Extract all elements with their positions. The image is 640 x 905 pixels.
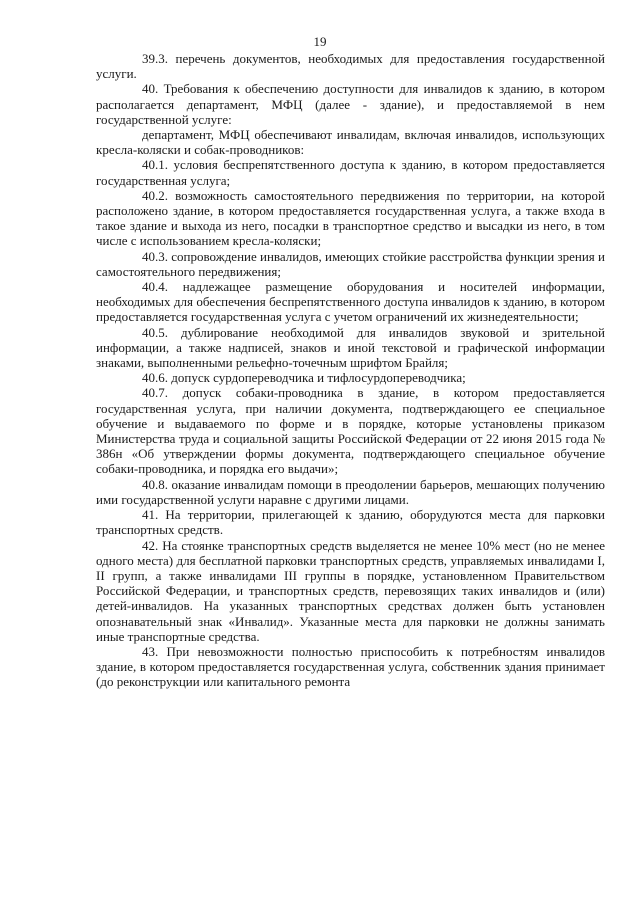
paragraph-43: 43. При невозможности полностью приспособить к потребностям инвалидов здание, в котором предоставляется государственная услуга, собственник здания принимает (до реконструкции или капитального ремонта — [96, 643, 605, 690]
paragraph-39-3: 39.3. перечень документов, необходимых для предоставления государственной услуги. — [96, 51, 605, 82]
paragraph-40-7: 40.7. допуск собаки-проводника в здание, в котором предоставляется государственная услуга, при наличии документа, подтверждающего ее специальное обучение и выдаваемого по форме и в порядке, которые установлены приказом Министерства труда и социальной защиты Российской Федерации от 22 июня 2015 года № 386н «Об утверждении формы документа, подтверждающего специальное обучение собаки-проводника, и порядка его выдачи»; — [96, 385, 605, 477]
paragraph-40-8: 40.8. оказание инвалидам помощи в преодолении барьеров, мешающих получению ими государственной услуги наравне с другими лицами. — [96, 476, 605, 507]
paragraph-40-1: 40.1. условия беспрепятственного доступа к зданию, в котором предоставляется государственная услуга; — [96, 157, 605, 188]
document-body — [96, 51, 605, 690]
paragraph-40: 40. Требования к обеспечению доступности для инвалидов к зданию, в котором располагается департамент, МФЦ (далее - здание), и предоставляемой в нем государственной услуге: — [96, 81, 605, 127]
paragraph-40-5: 40.5. дублирование необходимой для инвалидов звуковой и зрительной информации, а также надписей, знаков и иной текстовой и графической информации знаками, выполненными рельефно-точечным шрифтом Брайля; — [96, 324, 605, 371]
paragraph-40-intro: департамент, МФЦ обеспечивают инвалидам, включая инвалидов, использующих кресла-коляски и собак-проводников: — [96, 127, 605, 158]
paragraph-41: 41. На территории, прилегающей к зданию, оборудуются места для парковки транспортных средств. — [96, 507, 605, 538]
paragraph-40-4: 40.4. надлежащее размещение оборудования и носителей информации, необходимых для обеспечения беспрепятственного доступа инвалидов к зданию, в котором предоставляется государственная услуга с учетом ограничений их жизнедеятельности; — [96, 279, 605, 325]
page-number: 19 — [313, 34, 327, 49]
paragraph-40-2: 40.2. возможность самостоятельного передвижения по территории, на которой расположено здание, в котором предоставляется государственная услуга, а также входа в такое здание и выхода из него, посадки в транспортное средство и высадки из него, в том числе с использованием кресла-коляски; — [96, 187, 605, 249]
paragraph-40-3: 40.3. сопровождение инвалидов, имеющих стойкие расстройства функции зрения и самостоятельного передвижения; — [96, 248, 605, 279]
paragraph-42: 42. На стоянке транспортных средств выделяется не менее 10% мест (но не менее одного места) для бесплатной парковки транспортных средств, управляемых инвалидами I, II групп, а также инвалидами III группы в порядке, установленном Правительством Российской Федерации, и транспортных средств, перевозящих таких инвалидов и (или) детей-инвалидов. На указанных транспортных средствах должен быть установлен опознавательный знак «Инвалид». Указанные места для парковки не должны занимать иные транспортные средства. — [96, 537, 605, 644]
paragraph-40-6: 40.6. допуск сурдопереводчика и тифлосурдопереводчика; — [142, 370, 466, 386]
